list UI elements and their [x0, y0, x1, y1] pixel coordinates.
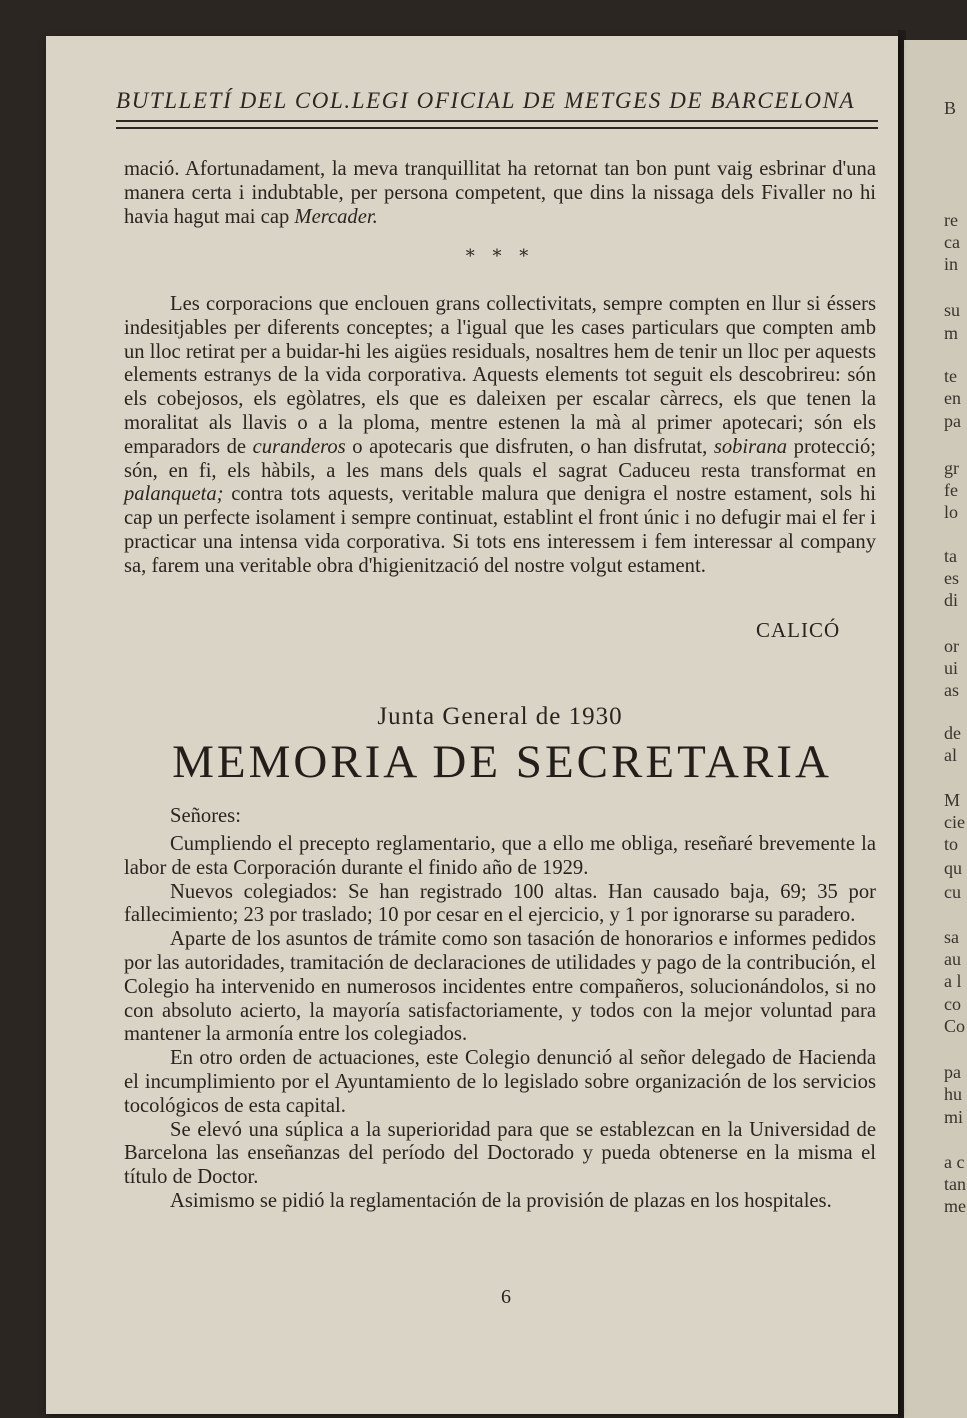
adjacent-page-fragment: fe	[944, 480, 958, 500]
adjacent-page-fragment: pa	[944, 411, 961, 431]
adjacent-page-fragment: de	[944, 723, 961, 743]
section-separator: * * *	[465, 246, 535, 267]
adjacent-page-fragment: sa	[944, 927, 959, 947]
adjacent-page-fragment: as	[944, 680, 959, 700]
article2-title: MEMORIA DE SECRETARIA	[172, 736, 832, 788]
adjacent-page-fragment: ui	[944, 658, 959, 678]
intro-text: mació. Afortunadament, la meva tranquillitat ha retornat tan bon punt vaig esbrinar d'una manera certa i indubtable, per persona competent, que dins la nissaga dels Fivaller no hi havia hagut mai cap	[124, 158, 876, 228]
adjacent-page-fragment: en	[944, 388, 961, 408]
paragraph: En otro orden de actuaciones, este Colegio denunció al señor delegado de Hacienda el incumplimiento por el Ayuntamiento de lo legislado sobre organización de los servicios tocológicos de esta capital.	[124, 1047, 876, 1117]
adjacent-page-fragment: to	[944, 834, 959, 854]
body-part-c: protecció; són, en fi, els hàbils, a les mans dels quals el sagrat Caduceu resta transformat en	[124, 435, 876, 482]
adjacent-page-fragment: hu	[944, 1084, 962, 1104]
author-signature: CALICÓ	[756, 618, 841, 642]
adjacent-page-fragment: pa	[944, 1062, 961, 1082]
adjacent-page-fragment: tan	[944, 1174, 966, 1194]
paragraph: Asimismo se pidió la reglamentación de la provisión de plazas en los hospitales.	[170, 1189, 832, 1212]
salutation: Señores:	[170, 805, 241, 827]
adjacent-page-fragment: M	[944, 790, 961, 810]
adjacent-page-fragment: di	[944, 590, 959, 610]
body-italic-3: palanqueta;	[124, 483, 224, 506]
article1-body	[124, 293, 876, 579]
header-rule-bottom	[116, 127, 878, 129]
adjacent-page-fragment: re	[944, 210, 958, 230]
adjacent-page-fragment: cie	[944, 812, 965, 832]
adjacent-page-fragment: gr	[944, 458, 959, 478]
body-part-d: contra tots aquests, veritable malura que denigra el nostre estament, sols hi cap un perfecte isolament i sempre continuat, establint el front únic i no defugir mai el fer i practicar una intensa vida corporativa. Si tots ens interessem i fem interessar al company sa, farem una veritable obra d'higienització del nostre volgut estament.	[124, 483, 876, 577]
header-rule-top	[116, 120, 878, 122]
paragraph: Aparte de los asuntos de trámite como son tasación de honorarios e informes pedidos por las autoridades, tramitación de declaraciones de utilidades y pago de la contribución, el Colegio ha intervenido en numerosos incidentes entre compañeros, solucionándolos, si no con absoluto acierto, la mayoría satisfactoriamente, y todos con la mejor voluntad para mantener la armonía entre los colegiados.	[124, 928, 876, 1046]
adjacent-page-fragment: qu	[944, 858, 962, 878]
adjacent-page-fragment: ca	[944, 232, 960, 252]
adjacent-page-fragment: a c	[944, 1152, 965, 1172]
adjacent-page-fragment: Co	[944, 1016, 966, 1036]
paragraph: Nuevos colegiados: Se han registrado 100 altas. Han causado baja, 69; 35 por fallecimiento; 23 por traslado; 10 por cesar en el ejercicio, y 1 por ignorarse su paradero.	[124, 880, 876, 927]
article2-body	[124, 833, 876, 1214]
adjacent-page-fragment: al	[944, 745, 957, 765]
adjacent-page-fragment: lo	[944, 502, 959, 522]
adjacent-page-fragment: co	[944, 994, 961, 1014]
adjacent-page-fragment: es	[944, 568, 959, 588]
adjacent-page-fragment: me	[944, 1196, 966, 1216]
adjacent-page-fragment: mi	[944, 1107, 964, 1127]
adjacent-page-fragment: ta	[944, 546, 957, 566]
adjacent-page-fragment: B	[944, 98, 957, 118]
adjacent-page-fragment: au	[944, 949, 961, 969]
body-part-a: Les corporacions que enclouen grans collectivitats, sempre compten en llur si éssers indesitjables per diferents conceptes; a l'igual que les cases particulars que compten amb un lloc retirat per a buidar-hi les aigües residuals, nosaltres hem de tenir un lloc per aquests elements estranys de la vida corporativa. Aquests elements tot seguit els descobrireu: són els cobejosos, els egòlatres, els que es daleixen per escalar càrrecs, els que tenen la moralitat als llavis o a la ploma, mentre estenen la mà al primer apotecari; són els emparadors de	[124, 293, 876, 458]
article2-kicker: Junta General de 1930	[377, 703, 623, 730]
paragraph: Se elevó una súplica a la superioridad para que se establezcan en la Universidad de Barcelona las enseñanzas del período del Doctorado y pueda obtenerse en la misma el título de Doctor.	[124, 1118, 876, 1189]
paragraph: Cumpliendo el precepto reglamentario, que a ello me obliga, reseñaré brevemente la labor de esta Corporación durante el finido año de 1929.	[124, 833, 876, 879]
adjacent-page-fragment: a l	[944, 971, 962, 991]
intro-italic: Mercader.	[294, 205, 378, 228]
adjacent-page-fragment: su	[944, 300, 961, 320]
adjacent-page-fragment: m	[944, 323, 959, 343]
body-italic-2: sobirana	[713, 435, 788, 458]
article1-intro	[124, 158, 876, 229]
adjacent-page-fragment: or	[944, 636, 959, 656]
running-header: BUTLLETÍ DEL COL.LEGI OFICIAL DE METGES DE BARCELONA	[116, 88, 856, 113]
body-italic-1: curanderos	[252, 435, 346, 458]
adjacent-page-fragment: te	[944, 366, 957, 386]
adjacent-page-fragment: cu	[944, 882, 961, 902]
adjacent-page-fragment: in	[944, 254, 959, 274]
body-part-b: o apotecaris que disfruten, o han disfrutat,	[352, 435, 708, 458]
page-number: 6	[501, 1286, 511, 1308]
